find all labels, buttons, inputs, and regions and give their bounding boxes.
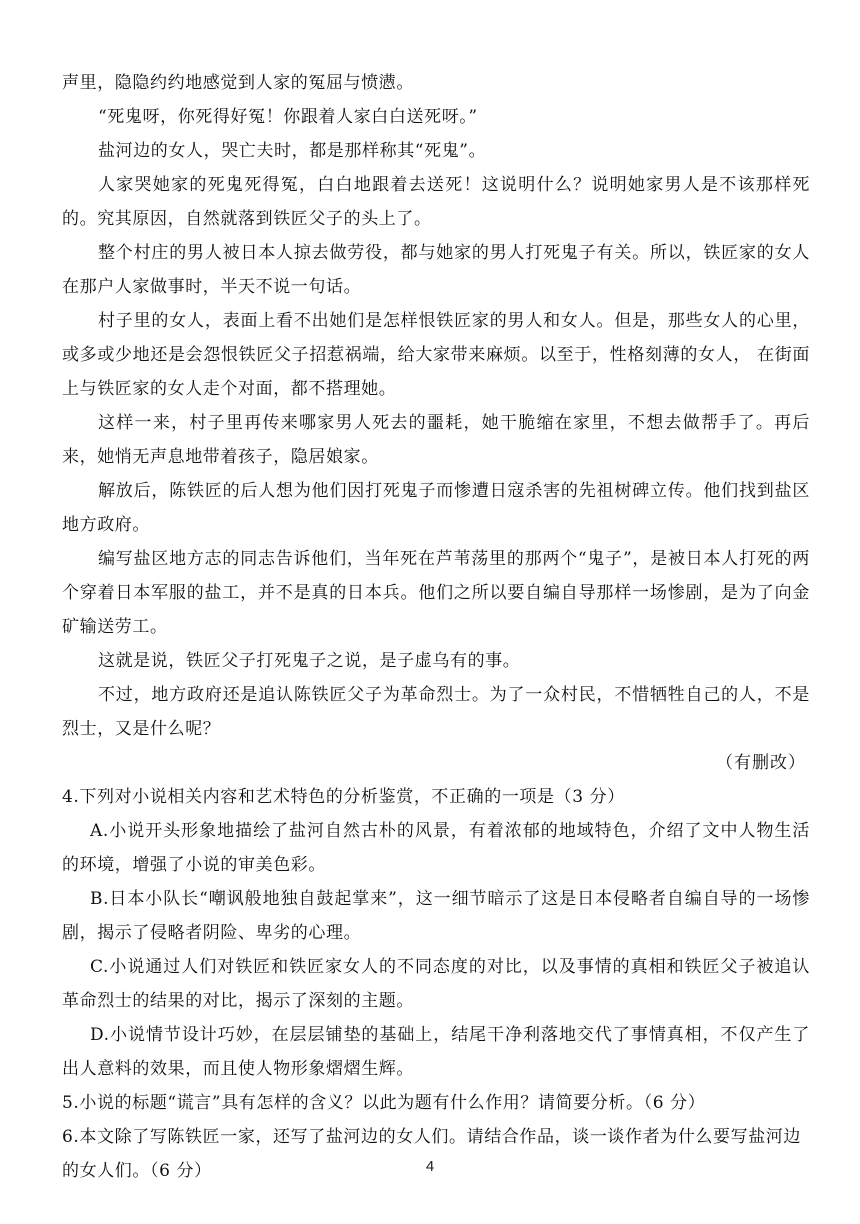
passage-paragraph-9: 编写盐区地方志的同志告诉他们，当年死在芦苇荡里的那两个“鬼子”，是被日本人打死的两个穿着日本军服的盐工，并不是真的日本兵。他们之所以要自编自导那样一场惨剧，是为了向金矿输送劳工。	[62, 549, 810, 637]
passage-paragraph-6: 村子里的女人，表面上看不出她们是怎样恨铁匠家的男人和女人。但是，那些女人的心里，或多或少地还是会怨恨铁匠父子招惹祸端，给大家带来麻烦。以至于，性格刻薄的女人， 在街面上与铁匠家的女人走个对面，都不搭理她。	[62, 311, 810, 399]
passage-paragraph-5: 整个村庄的男人被日本人掠去做劳役，都与她家的男人打死鬼子有关。所以，铁匠家的女人在那户人家做事时，半天不说一句话。	[62, 243, 810, 297]
question-4-option-b: B.日本小队长“嘲讽般地独自鼓起掌来”，这一细节暗示了这是日本侵略者自编自导的一场惨剧，揭示了侵略者阴险、卑劣的心理。	[62, 889, 810, 943]
passage-paragraph-3: 盐河边的女人，哭亡夫时，都是那样称其“死鬼”。	[98, 141, 487, 161]
passage-paragraph-11: 不过，地方政府还是追认陈铁匠父子为革命烈士。为了一众村民，不惜牺牲自己的人，不是烈士，又是什么呢？	[62, 685, 810, 739]
question-4-option-c: C.小说通过人们对铁匠和铁匠家女人的不同态度的对比，以及事情的真相和铁匠父子被追认革命烈士的结果的对比，揭示了深刻的主题。	[62, 957, 810, 1011]
question-4-option-a: A.小说开头形象地描绘了盐河自然古朴的风景，有着浓郁的地域特色，介绍了文中人物生活的环境，增强了小说的审美色彩。	[62, 821, 810, 875]
source-note: （有删改）	[716, 753, 806, 773]
page-number: 4	[425, 1158, 435, 1175]
passage-paragraph-4: 人家哭她家的死鬼死得冤，白白地跟着去送死！这说明什么？说明她家男人是不该那样死的。究其原因，自然就落到铁匠父子的头上了。	[62, 175, 810, 229]
passage-paragraph-2: “死鬼呀，你死得好冤！你跟着人家白白送死呀。”	[98, 107, 478, 127]
question-4	[62, 780, 810, 1086]
passage-paragraph-1: 声里，隐隐约约地感觉到人家的冤屈与愤懑。	[62, 73, 414, 93]
passage-paragraph-8: 解放后，陈铁匠的后人想为他们因打死鬼子而惨遭日寇杀害的先祖树碑立传。他们找到盐区地方政府。	[62, 481, 810, 535]
question-6: 6.本文除了写陈铁匠一家，还写了盐河边的女人们。请结合作品，谈一谈作者为什么要写盐河边的女人们。（6 分）	[62, 1127, 802, 1181]
question-5: 5.小说的标题“谎言”具有怎样的含义？以此为题有什么作用？请简要分析。（6 分）	[62, 1093, 706, 1113]
page-content	[62, 66, 810, 1188]
question-4-option-d: D.小说情节设计巧妙，在层层铺垫的基础上，结尾干净利落地交代了事情真相，不仅产生了出人意料的效果，而且使人物形象熠熠生辉。	[62, 1025, 810, 1079]
passage-paragraph-10: 这就是说，铁匠父子打死鬼子之说，是子虚乌有的事。	[98, 651, 521, 671]
question-4-stem: 4.下列对小说相关内容和艺术特色的分析鉴赏，不正确的一项是（3 分）	[62, 787, 625, 807]
passage-paragraph-7: 这样一来，村子里再传来哪家男人死去的噩耗，她干脆缩在家里，不想去做帮手了。再后来，她悄无声息地带着孩子，隐居娘家。	[62, 413, 810, 467]
